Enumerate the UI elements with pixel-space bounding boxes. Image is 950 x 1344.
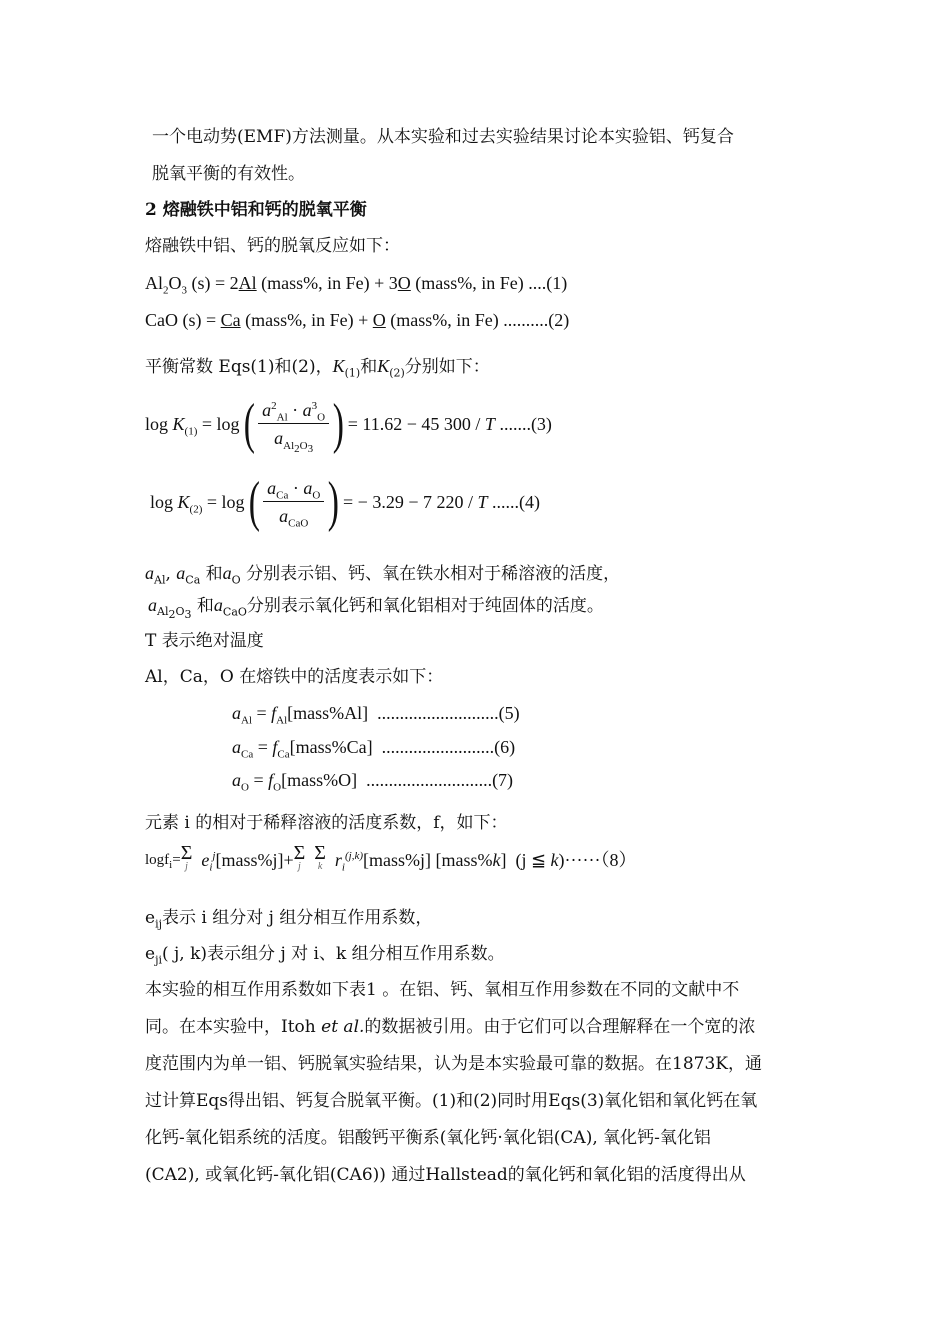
equation-6-number: .........................(6) (381, 737, 516, 757)
equation-3-fraction: $\frac{a^2_{Al} \cdot a^3_O}{a_{Al_2O_3}}$ (258, 399, 329, 449)
equation-7: $a_O$ = $f_O[mass\%O]$ ............................(7) (232, 770, 514, 794)
discussion-line-3: 度范围内为单一铝、钙脱氧实验结果，认为是本实验最可靠的数据。在1873K，通 (145, 1054, 762, 1074)
equation-8: logf$_i$= Σ j $e_i^j[mass\%j]+$ Σ j Σ k $r_i^{(j,k)}[mass\%j]$ [mass%k] (j ≦ k)······（8） (145, 842, 637, 874)
discussion-line-2a: 同。在本实验中，Itoh (145, 1017, 322, 1037)
equation-6: $a_{Ca}$ = $f_{Ca}[mass\%Ca]$ .........................(6) (232, 737, 516, 761)
equation-2: CaO (s) = Ca (mass%, in Fe) + O (mass%, in Fe) ..........(2) (145, 310, 570, 330)
activity-coefficient-intro: 元素 i 的相对于稀释溶液的活度系数，f，如下： (145, 813, 508, 833)
equation-8-mid: [mass%j]+ (215, 850, 294, 870)
equation-7-rhs: [mass%O] (281, 770, 358, 790)
equation-3: $\log K_{(1)} = \log$( $\frac{a^2_{Al} \cdot a^3_O}{a_{Al_2O_3}}$ ) = 11.62 − 45 300 / T .......(3) (145, 393, 552, 455)
temperature-definition: T 表示绝对温度 (145, 631, 264, 651)
equation-1: $Al_2O_3$ (s) = 2Al (mass%, in Fe) + 3O (mass%, in Fe) ....(1) (145, 273, 568, 297)
equation-4-fraction: $\frac{a_{Ca} \cdot a_O}{a_{CaO}}$ (263, 477, 324, 527)
activity-and-2: 和 (196, 596, 214, 616)
activity-and-1: 和 (205, 564, 223, 584)
discussion-line-4: 过计算Eqs得出铝、钙复合脱氧平衡。(1)和(2)同时用Eqs(3)氧化铝和氧化钙在氧 (145, 1091, 758, 1111)
eij-description: $e_{ij}$表示 i 组分对 j 组分相互作用系数， (145, 908, 433, 931)
discussion-line-6: (CA2), 或氧化钙-氧化铝(CA6)) 通过Hallstead的氧化钙和氧化铝的活度得出从 (145, 1165, 746, 1185)
discussion-line-1: 本实验的相互作用系数如下表1 。在铝、钙、氧相互作用参数在不同的文献中不 (145, 980, 740, 1000)
discussion-line-2 (145, 1016, 805, 1038)
activity-description-2-text: 分别表示氧化钙和氧化铝相对于纯固体的活度。 (246, 596, 604, 616)
discussion-line-2b: et al. (321, 1017, 365, 1037)
equation-4-number: ......(4) (487, 492, 540, 512)
activity-intro: Al，Ca，O 在熔铁中的活度表示如下： (145, 667, 444, 687)
equilibrium-constant-text: 平衡常数 Eqs(1)和(2)，$K_{(1)}$和$K_{(2)}$分别如下： (145, 356, 490, 380)
equation-4-rhs: = − 3.29 − 7 220 / (343, 492, 478, 512)
equation-7-number: ............................(7) (366, 770, 514, 790)
eji-description-text: ( j, k)表示组分 j 对 i、k 组分相互作用系数。 (162, 944, 505, 964)
discussion-line-2c: 的数据被引用。由于它们可以合理解释在一个宽的浓 (364, 1017, 756, 1037)
equation-8-condition: (j ≦ (515, 850, 551, 870)
equation-3-number: .......(3) (494, 414, 552, 434)
equation-5-rhs: [mass%Al] (287, 703, 369, 723)
equation-1-number: ....(1) (528, 273, 568, 293)
const-text-and: 和 (360, 357, 378, 377)
discussion-line-5: 化钙-氧化铝系统的活度。铝酸钙平衡系(氧化钙·氧化铝(CA), 氧化钙-氧化铝 (145, 1128, 711, 1148)
equation-5: $a_{Al}$ = $f_{Al}[mass\%Al]$ ...........................(5) (232, 703, 520, 727)
activity-description-1-text: 分别表示铝、钙、氧在铁水相对于稀溶液的活度， (246, 564, 621, 584)
equation-8-tail: [mass%j] [mass% (362, 850, 493, 870)
section-intro: 熔融铁中铝、钙的脱氧反应如下： (145, 236, 400, 256)
intro-line-2: 脱氧平衡的有效性。 (152, 164, 305, 184)
const-text-prefix: 平衡常数 Eqs(1)和(2)， (145, 357, 333, 377)
const-text-suffix: 分别如下： (404, 357, 490, 377)
eji-description: $e_{ji}$( j, k)表示组分 j 对 i、k 组分相互作用系数。 (145, 944, 505, 967)
equation-2-number: ..........(2) (503, 310, 570, 330)
intro-line-1: 一个电动势(EMF)方法测量。从本实验和过去实验结果讨论本实验铝、钙复合 (152, 127, 734, 147)
equation-4: $\log K_{(2)} = \log$( $\frac{a_{Ca} \cdot a_O}{a_{CaO}}$ ) = − 3.29 − 7 220 / T ......(4) (150, 471, 540, 533)
equation-8-number: )······（8） (558, 850, 637, 870)
equation-6-rhs: [mass%Ca] (289, 737, 373, 757)
eij-description-text: 表示 i 组分对 j 组分相互作用系数， (162, 908, 433, 928)
activity-description-1: $a_{Al}$, $a_{Ca}$ 和$a_O$ 分别表示铝、钙、氧在铁水相对于稀溶液的活度， (145, 563, 621, 587)
activity-description-2: $a_{Al_2O_3}$ 和$a_{CaO}$分别表示氧化钙和氧化铝相对于纯固体的活度。 (148, 595, 604, 622)
section-heading: 2 熔融铁中铝和钙的脱氧平衡 (145, 200, 367, 220)
equation-5-number: ...........................(5) (377, 703, 520, 723)
equation-3-rhs: = 11.62 − 45 300 / (347, 414, 485, 434)
